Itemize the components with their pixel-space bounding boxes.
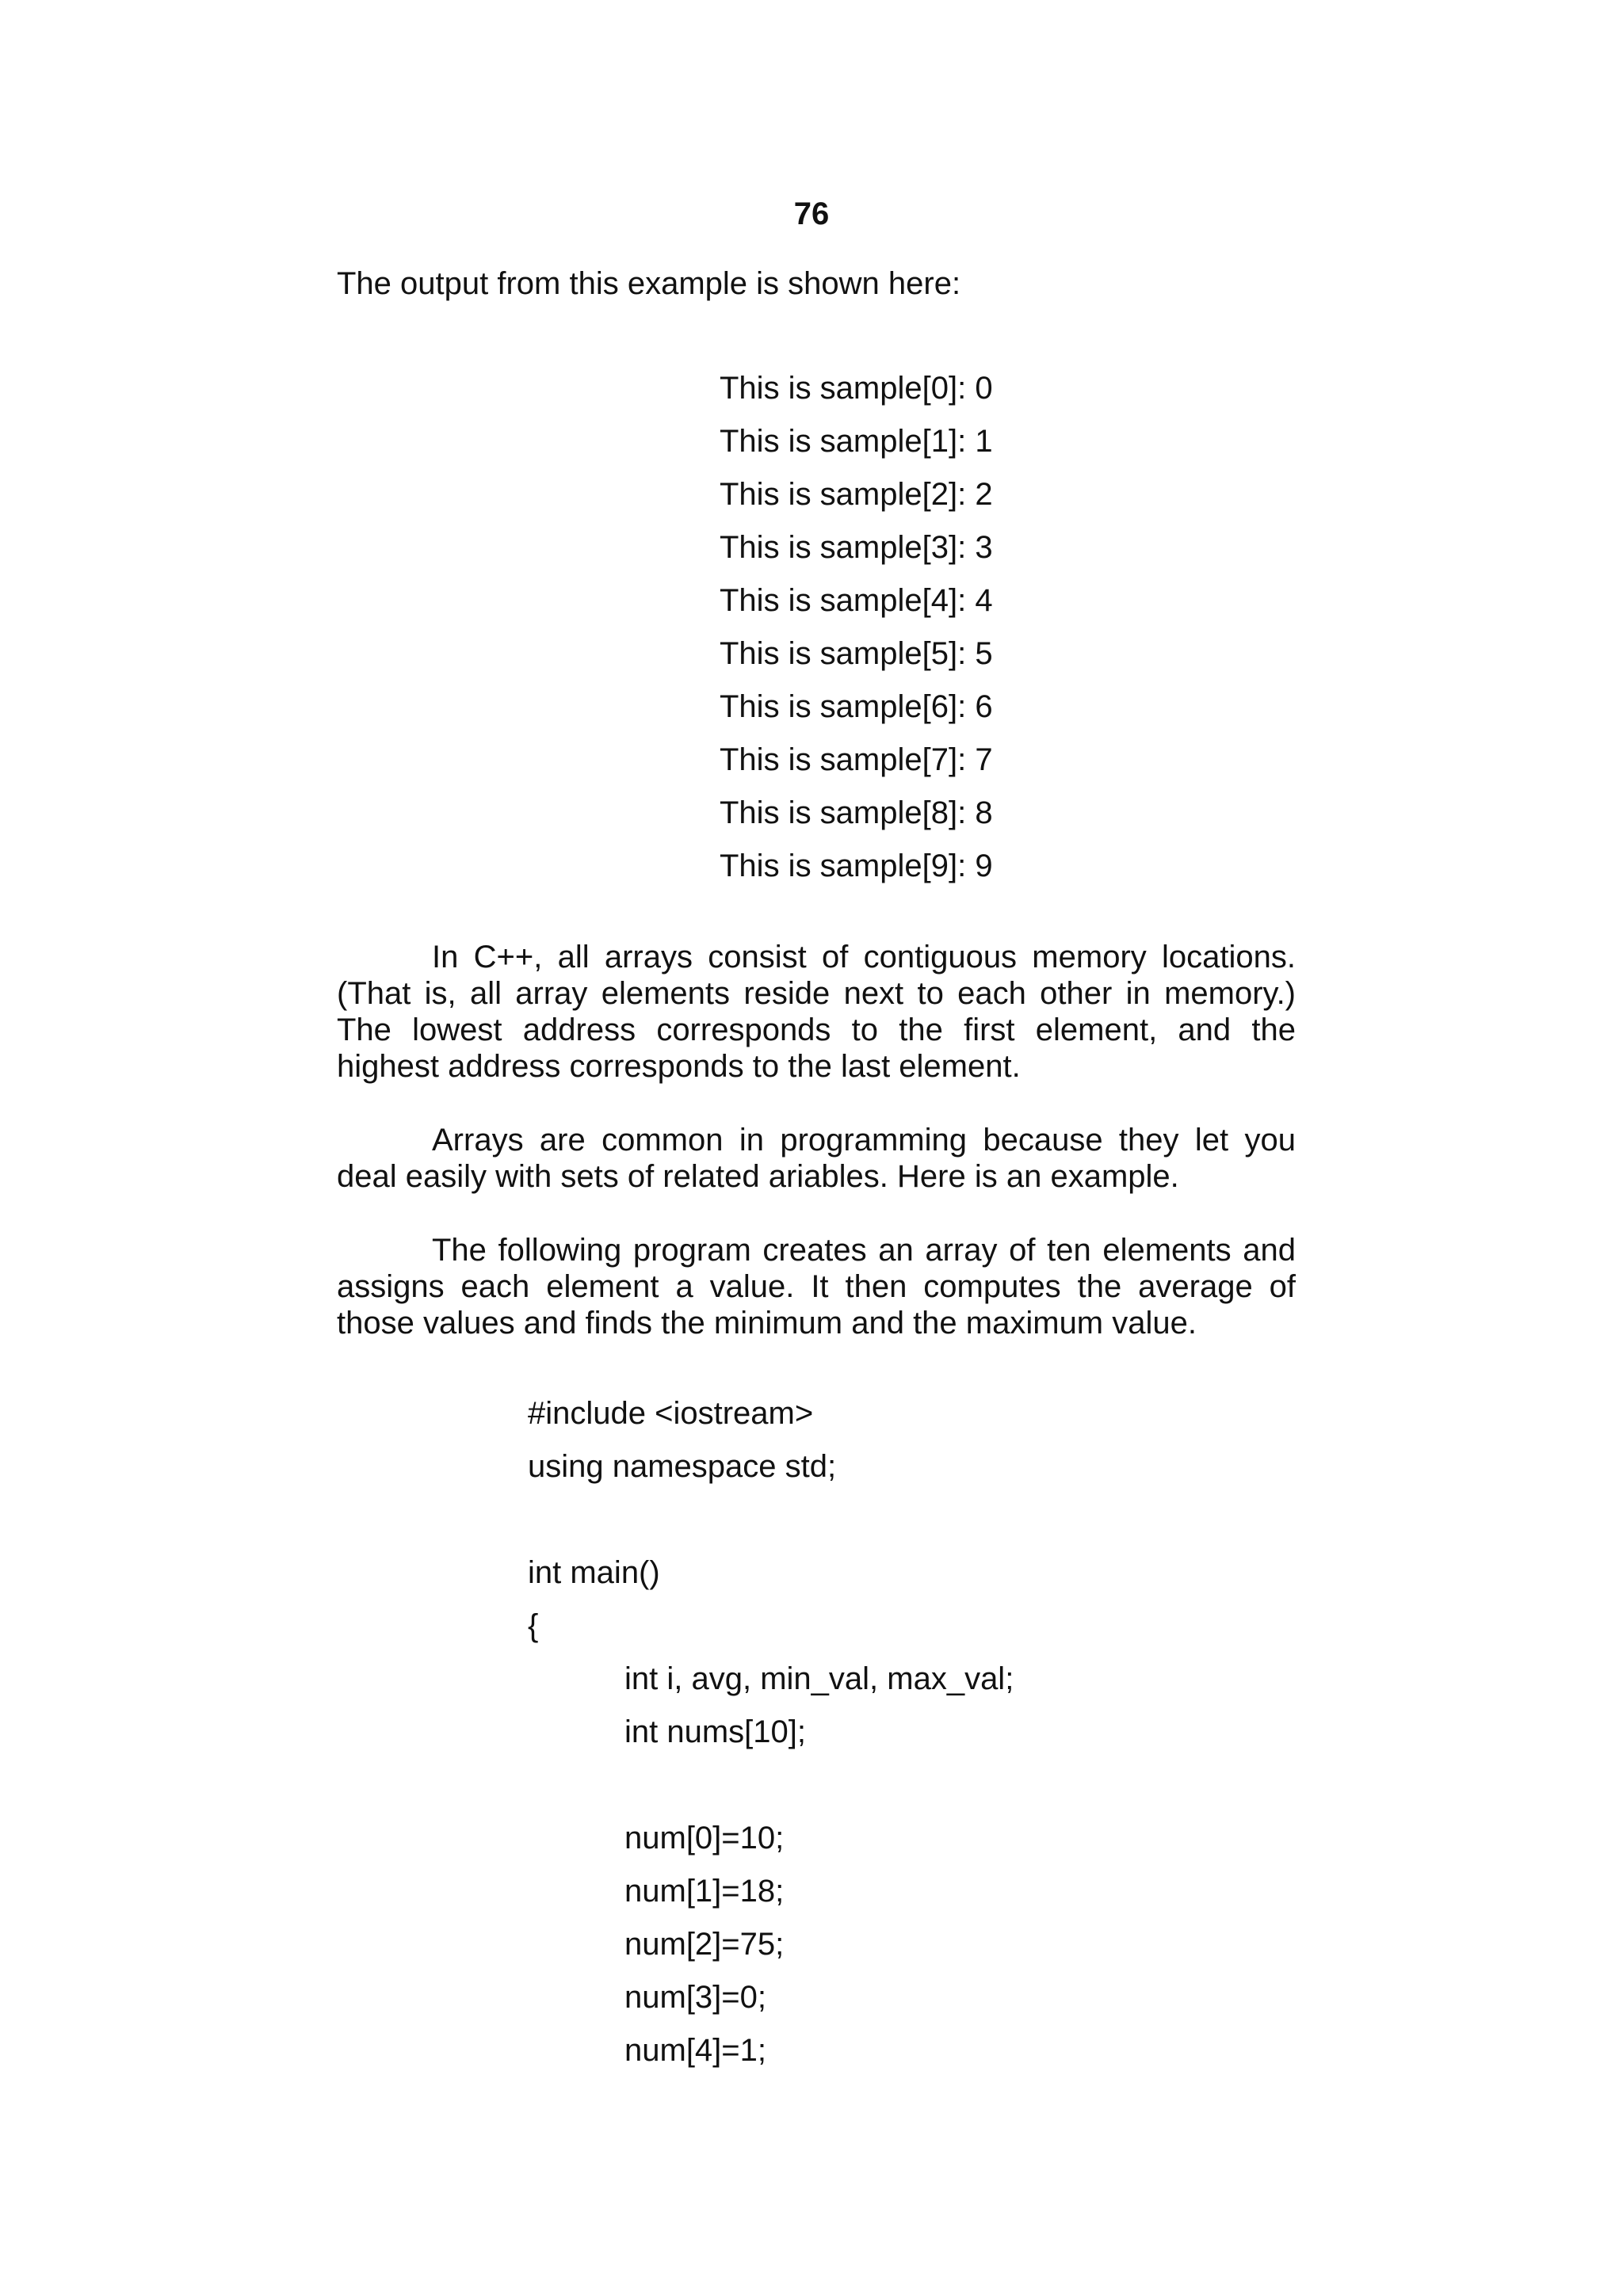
output-line: This is sample[1]: 1	[720, 424, 993, 459]
code-line: int main()	[528, 1555, 660, 1590]
code-line-blank	[528, 1766, 1014, 1819]
code-line-blank	[528, 1501, 1014, 1554]
code-line: #include <iostream>	[528, 1396, 814, 1431]
output-line: This is sample[6]: 6	[720, 689, 993, 724]
code-line: num[1]=18;	[624, 1874, 785, 1909]
code-line: {	[528, 1608, 539, 1643]
output-line: This is sample[5]: 5	[720, 636, 993, 671]
body-paragraph-contiguous-memory: In C++, all arrays consist of contiguous memory locations. (That is, all array elements reside next to each other in memory.) The lowest address corresponds to the first element, and the highest address corresponds to the last element.	[337, 940, 1296, 1084]
sample-output-block	[720, 369, 993, 900]
code-line: num[3]=0;	[624, 1980, 767, 2015]
code-line: int nums[10];	[624, 1714, 807, 1749]
code-line: int i, avg, min_val, max_val;	[624, 1661, 1014, 1696]
output-line: This is sample[4]: 4	[720, 583, 993, 618]
body-paragraph-arrays-common: Arrays are common in programming because they let you deal easily with sets of related ariables. Here is an example.	[337, 1123, 1296, 1194]
output-line: This is sample[9]: 9	[720, 849, 993, 883]
code-line: num[2]=75;	[624, 1927, 785, 1962]
output-line: This is sample[2]: 2	[720, 477, 993, 512]
output-line: This is sample[7]: 7	[720, 742, 993, 777]
code-listing	[528, 1394, 1014, 2084]
output-line: This is sample[0]: 0	[720, 371, 993, 406]
code-line: using namespace std;	[528, 1449, 837, 1484]
code-line: num[0]=10;	[624, 1821, 785, 1855]
body-paragraph-program-description: The following program creates an array of ten elements and assigns each element a value. It then computes the average of those values and finds the minimum and the maximum value.	[337, 1233, 1296, 1341]
code-line: num[4]=1;	[624, 2033, 767, 2068]
output-line: This is sample[8]: 8	[720, 795, 993, 830]
intro-text: The output from this example is shown here:	[337, 266, 961, 301]
output-line: This is sample[3]: 3	[720, 530, 993, 565]
page-number: 76	[793, 196, 830, 231]
